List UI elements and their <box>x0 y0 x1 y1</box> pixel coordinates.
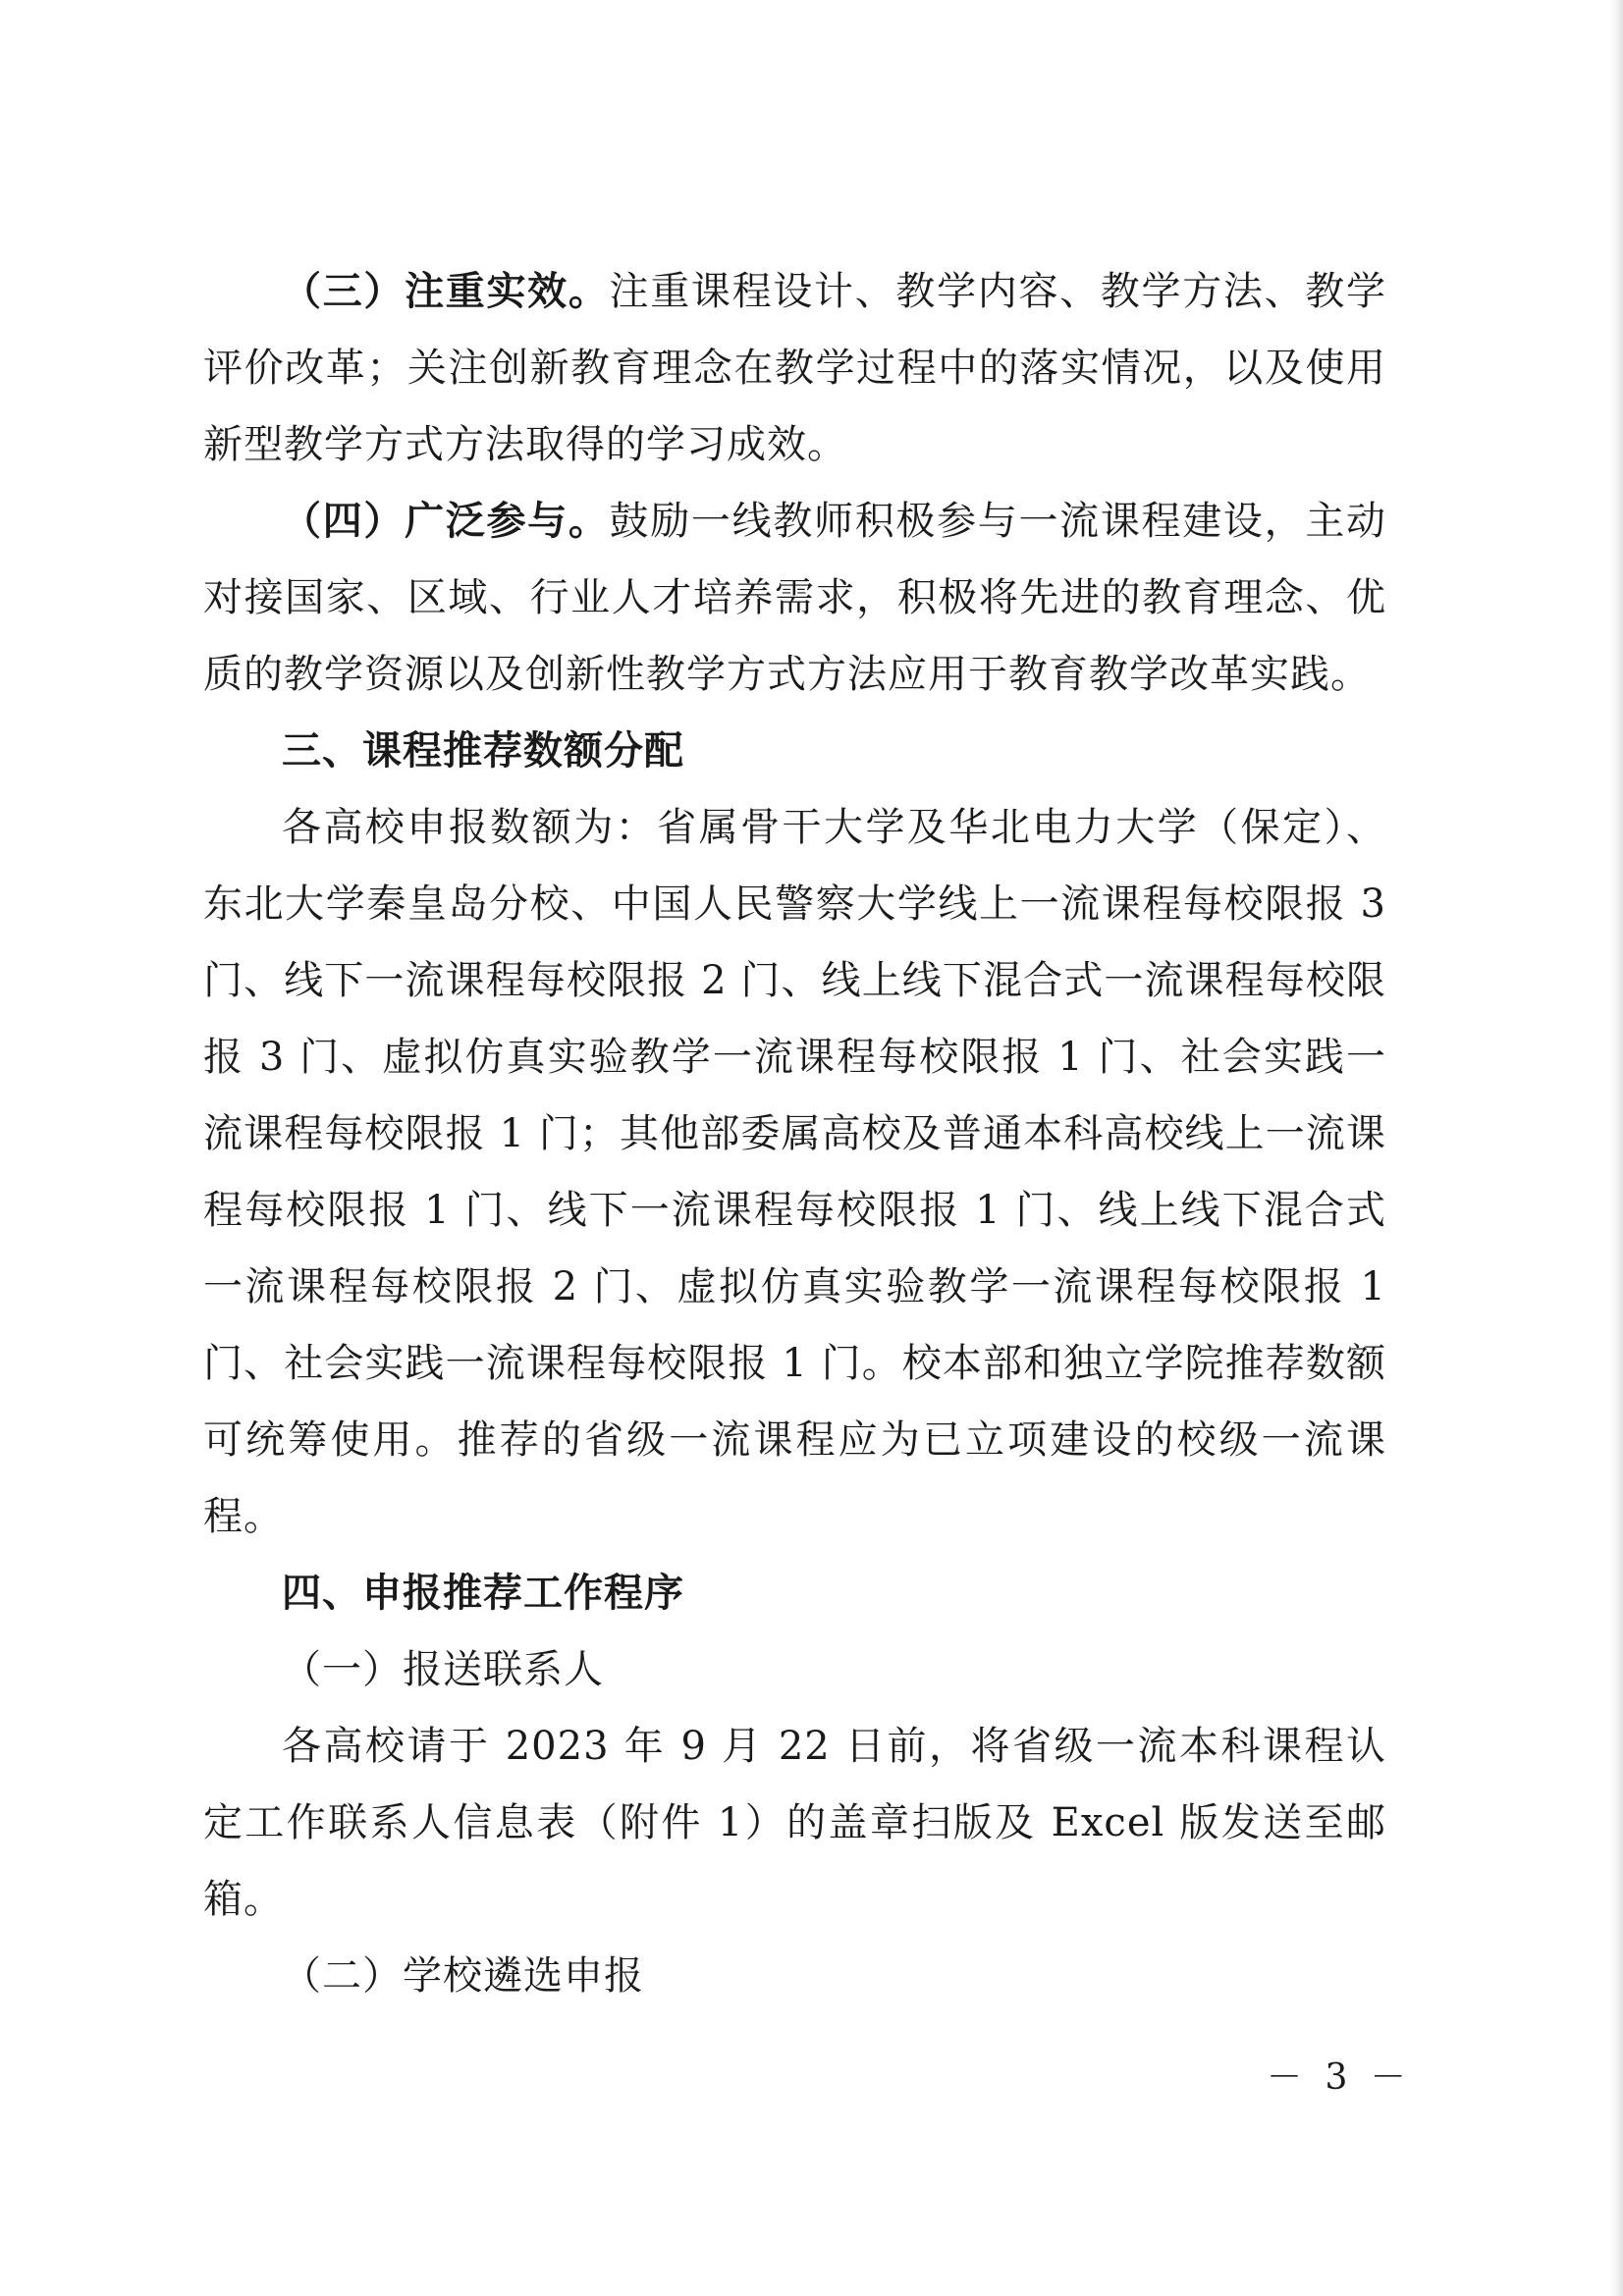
paragraph-body-3: 注重课程设计、教学内容、教学方法、教学评价改革；关注创新教育理念在教学过程中的落实情况，以及使用新型教学方式方法取得的学习成效。 <box>203 269 1387 467</box>
paragraph-contact-details: 各高校请于 2023 年 9 月 22 日前，将省级一流本科课程认定工作联系人信息表（附件 1）的盖章扫版及 Excel 版发送至邮箱。 <box>203 1724 1386 1922</box>
paragraph-lead-4: （四）广泛参与。 <box>282 498 610 544</box>
paragraph-quota-details: 各高校申报数额为：省属骨干大学及华北电力大学（保定）、东北大学秦皇岛分校、中国人民警察大学线上一流课程每校限报 3 门、线下一流课程每校限报 2 门、线上线下混合式一流课程每校限报 3 门、虚拟仿真实验教学一流课程每校限报 1 门、社会实践一流课程每校限报 1 门；其他部委属高校及普通本科高校线上一流课程每校限报 1 门、线下一流课程每校限报 1 门、线上线下混合式一流课程每校限报 2 门、虚拟仿真实验教学一流课程每校限报 1 门、社会实践一流课程每校限报 1 门。校本部和独立学院推荐数额可统筹使用。推荐的省级一流课程应为已立项建设的校级一流课程。 <box>203 805 1386 1539</box>
paragraph-broad-participation <box>203 483 1386 713</box>
page-number: － 3 － <box>1267 2057 1412 2098</box>
section-heading-quota: 三、课程推荐数额分配 <box>282 728 684 774</box>
subheading-school-selection: （二）学校遴选申报 <box>282 1953 644 1999</box>
paragraph-lead-3: （三）注重实效。 <box>282 268 610 314</box>
paragraph-body-4: 鼓励一线教师积极参与一流课程建设，主动对接国家、区域、行业人才培养需求，积极将先进的教育理念、优质的教学资源以及创新性教学方式方法应用于教育教学改革实践。 <box>203 499 1387 697</box>
paragraph-focus-effectiveness <box>203 253 1386 483</box>
section-heading-procedure: 四、申报推荐工作程序 <box>282 1571 684 1616</box>
document-body <box>203 253 1386 2014</box>
subheading-contact: （一）报送联系人 <box>282 1647 604 1692</box>
page-edge-shadow <box>1609 0 1623 2296</box>
